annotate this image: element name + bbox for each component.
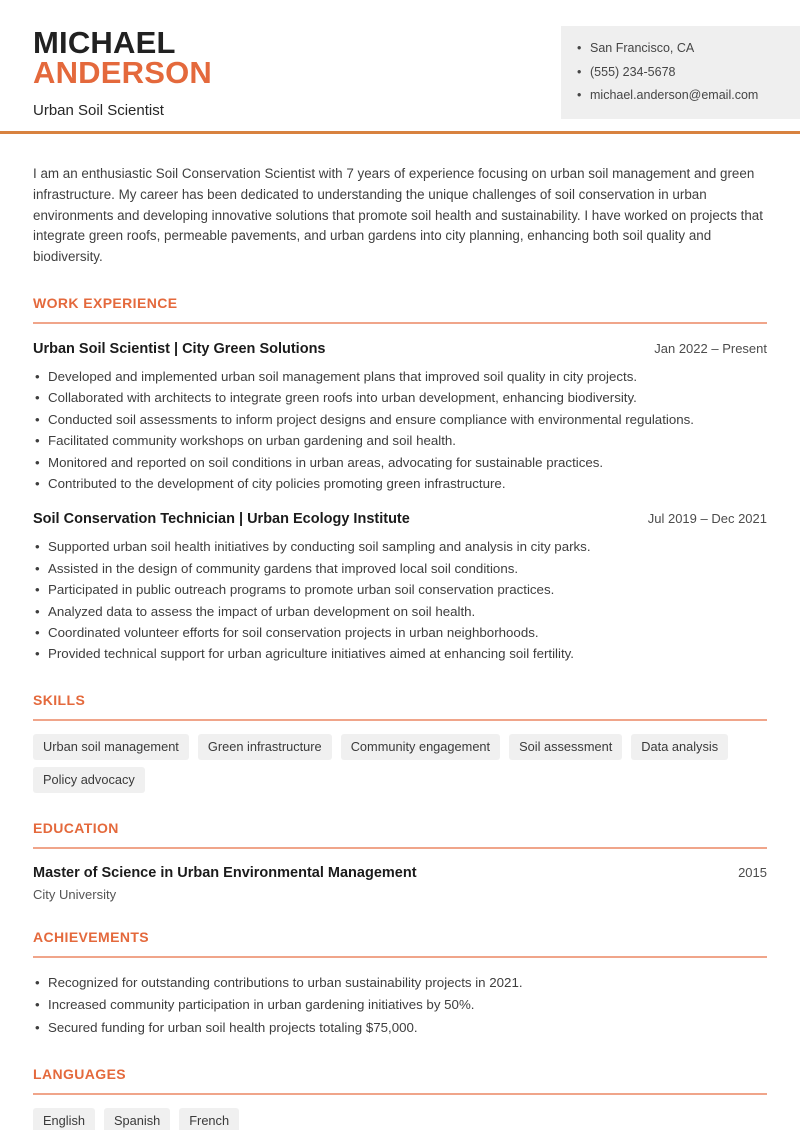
job-bullet: • Assisted in the design of community gardens that improved local soil conditions. [33, 558, 767, 579]
job-entry-dates: Jul 2019 – Dec 2021 [647, 511, 767, 527]
language-chip: French [179, 1108, 239, 1130]
skill-chip: Policy advocacy [33, 767, 145, 793]
job-bullet: • Collaborated with architects to integrate green roofs into urban development, enhancing biodiversity. [33, 387, 767, 408]
header-divider [0, 131, 800, 134]
achievement-bullet: • Recognized for outstanding contributions to urban sustainability projects in 2021. [33, 972, 767, 995]
achievements-heading: ACHIEVEMENTS [33, 929, 767, 958]
job-bullet: • Developed and implemented urban soil management plans that improved soil quality in city projects. [33, 366, 767, 387]
job-bullet: • Provided technical support for urban agriculture initiatives aimed at enhancing soil fertility. [33, 643, 767, 664]
contact-list [577, 37, 792, 108]
education-header-row [33, 865, 767, 881]
achievement-bullet: • Increased community participation in urban gardening initiatives by 50%. [33, 994, 767, 1017]
languages-chip-row [33, 1108, 767, 1130]
contact-item: • (555) 234-5678 [577, 61, 792, 85]
education-heading: EDUCATION [33, 820, 767, 849]
job-bullet: • Participated in public outreach programs to promote urban soil conservation practices. [33, 579, 767, 600]
skill-chip: Community engagement [341, 734, 500, 760]
education-school: City University [33, 886, 117, 902]
achievement-bullet: • Secured funding for urban soil health projects totaling $75,000. [33, 1017, 767, 1040]
language-chip: Spanish [104, 1108, 170, 1130]
contact-item: • San Francisco, CA [577, 37, 792, 61]
education-degree: Master of Science in Urban Environmental Management [33, 864, 417, 881]
work-experience-heading: WORK EXPERIENCE [33, 295, 767, 324]
achievements-list [33, 972, 767, 1040]
job-header-row [33, 341, 767, 357]
first-name: MICHAEL [33, 25, 176, 60]
section-skills [33, 692, 767, 793]
job-entry-title: Urban Soil Scientist | City Green Solutions [33, 340, 326, 357]
job-bullet: • Facilitated community workshops on urban gardening and soil health. [33, 430, 767, 451]
section-achievements [33, 929, 767, 1040]
job-bullet: • Monitored and reported on soil conditions in urban areas, advocating for sustainable practices. [33, 452, 767, 473]
job-bullet: • Contributed to the development of city policies promoting green infrastructure. [33, 473, 767, 494]
job-entry-title: Soil Conservation Technician | Urban Ecology Institute [33, 511, 410, 528]
education-year: 2015 [738, 864, 767, 880]
last-name: ANDERSON [33, 55, 213, 90]
skills-chip-row [33, 734, 767, 793]
skill-chip: Urban soil management [33, 734, 189, 760]
section-work-experience [33, 295, 767, 665]
job-bullet-list [33, 536, 767, 664]
skill-chip: Soil assessment [509, 734, 622, 760]
education-entry [33, 865, 767, 902]
job-title: Urban Soil Scientist [33, 102, 164, 119]
job-entry [33, 341, 767, 494]
skill-chip: Data analysis [631, 734, 728, 760]
section-education [33, 820, 767, 902]
job-header-row [33, 511, 767, 527]
contact-item: • michael.anderson@email.com [577, 84, 792, 108]
job-bullet: • Analyzed data to assess the impact of urban development on soil health. [33, 601, 767, 622]
section-languages [33, 1066, 767, 1130]
resume-header [0, 0, 800, 131]
job-bullet-list [33, 366, 767, 494]
summary-paragraph: I am an enthusiastic Soil Conservation Scientist with 7 years of experience focusing on urban soil management and green infrastructure. My career has been dedicated to understanding the unique challenges of soil conservation in urban environments and developing innovative solutions that promote soil health and sustainability. I have worked on projects that integrate green roofs, permeable pavements, and urban gardens into city planning, enhancing both soil quality and biodiversity. [33, 166, 763, 265]
job-list [33, 341, 767, 665]
job-bullet: • Supported urban soil health initiatives by conducting soil sampling and analysis in city parks. [33, 536, 767, 557]
job-bullet: • Coordinated volunteer efforts for soil conservation projects in urban neighborhoods. [33, 622, 767, 643]
resume-body [33, 164, 767, 1130]
languages-heading: LANGUAGES [33, 1066, 767, 1095]
skill-chip: Green infrastructure [198, 734, 332, 760]
job-bullet: • Conducted soil assessments to inform project designs and ensure compliance with environmental regulations. [33, 409, 767, 430]
skills-heading: SKILLS [33, 692, 767, 721]
language-chip: English [33, 1108, 95, 1130]
job-entry-dates: Jan 2022 – Present [654, 340, 767, 356]
contact-box [561, 26, 800, 119]
job-entry [33, 511, 767, 664]
